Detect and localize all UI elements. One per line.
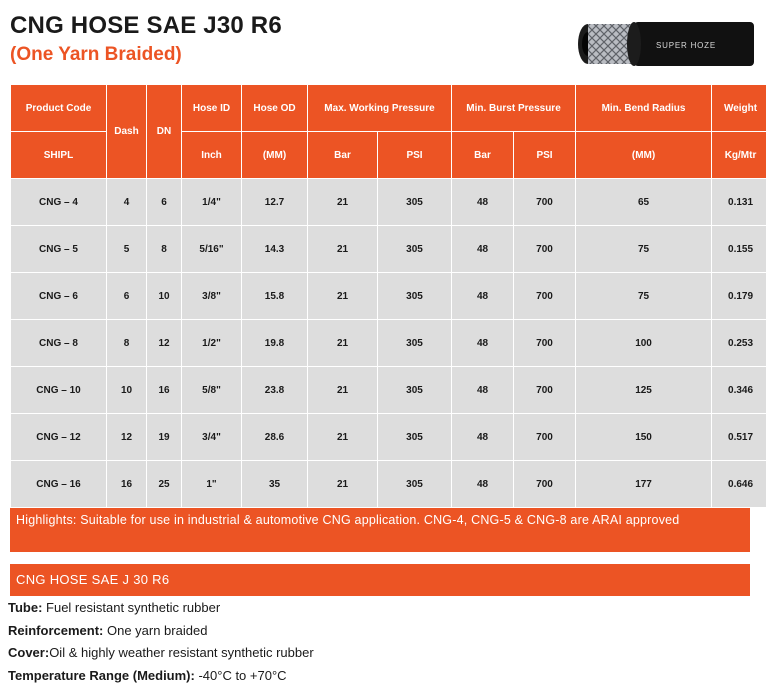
cell-bend-radius: 177	[576, 461, 712, 508]
col-hose-id: Hose ID	[182, 85, 242, 132]
cell-dn: 12	[147, 320, 182, 367]
spec-table	[10, 84, 766, 508]
cell-working-bar: 21	[308, 320, 378, 367]
cell-hose-id: 5/16"	[182, 226, 242, 273]
highlights-banner: Highlights: Suitable for use in industrial & automotive CNG application. CNG-4, CNG-5 & CNG-8 are ARAI approved	[10, 508, 750, 552]
cell-working-bar: 21	[308, 461, 378, 508]
cell-product-code: CNG – 8	[11, 320, 107, 367]
unit-burst-bar: Bar	[452, 132, 514, 179]
cell-working-psi: 305	[378, 179, 452, 226]
cell-hose-od: 12.7	[242, 179, 308, 226]
cell-dash: 10	[107, 367, 147, 414]
cell-dn: 10	[147, 273, 182, 320]
cell-burst-bar: 48	[452, 461, 514, 508]
unit-inch: Inch	[182, 132, 242, 179]
cell-dn: 8	[147, 226, 182, 273]
cell-burst-psi: 700	[514, 179, 576, 226]
cell-dash: 5	[107, 226, 147, 273]
header-row-1	[11, 85, 766, 132]
cell-bend-radius: 75	[576, 273, 712, 320]
cell-hose-od: 35	[242, 461, 308, 508]
cell-working-bar: 21	[308, 273, 378, 320]
table-row	[11, 226, 766, 273]
page-subtitle: (One Yarn Braided)	[10, 44, 182, 65]
cell-product-code: CNG – 12	[11, 414, 107, 461]
cell-hose-id: 1/2"	[182, 320, 242, 367]
cell-burst-psi: 700	[514, 461, 576, 508]
cell-bend-radius: 65	[576, 179, 712, 226]
cell-dash: 4	[107, 179, 147, 226]
spec-value: -40°C to +70°C	[194, 667, 287, 683]
cell-hose-od: 15.8	[242, 273, 308, 320]
cell-dn: 19	[147, 414, 182, 461]
spec-label: Cover:	[8, 645, 50, 660]
table-row	[11, 320, 766, 367]
cell-working-psi: 305	[378, 320, 452, 367]
cell-dash: 12	[107, 414, 147, 461]
table-row	[11, 273, 766, 320]
cell-dash: 6	[107, 273, 147, 320]
cell-burst-psi: 700	[514, 226, 576, 273]
unit-burst-psi: PSI	[514, 132, 576, 179]
table-row	[11, 179, 766, 226]
cell-burst-bar: 48	[452, 226, 514, 273]
cell-hose-id: 1/4"	[182, 179, 242, 226]
col-weight: Weight	[712, 85, 766, 132]
cell-bend-radius: 75	[576, 226, 712, 273]
spec-label: Reinforcement:	[8, 622, 104, 638]
cell-dash: 8	[107, 320, 147, 367]
cell-working-bar: 21	[308, 414, 378, 461]
spec-item-tube	[8, 599, 314, 622]
cell-weight: 0.179	[712, 273, 766, 320]
page-title: CNG HOSE SAE J30 R6	[10, 12, 282, 39]
spec-item-temperature	[8, 667, 314, 690]
table-row	[11, 461, 766, 508]
cell-hose-id: 1"	[182, 461, 242, 508]
spec-value: Fuel resistant synthetic rubber	[42, 600, 221, 615]
cell-burst-bar: 48	[452, 414, 514, 461]
cell-product-code: CNG – 10	[11, 367, 107, 414]
spec-item-cover	[8, 644, 314, 667]
cell-hose-id: 3/4"	[182, 414, 242, 461]
col-min-burst-pressure: Min. Burst Pressure	[452, 85, 576, 132]
hose-brand-text: SUPER HOZE	[656, 41, 717, 50]
cell-hose-id: 5/8"	[182, 367, 242, 414]
cell-bend-radius: 125	[576, 367, 712, 414]
cell-burst-bar: 48	[452, 179, 514, 226]
cell-dn: 6	[147, 179, 182, 226]
cell-working-psi: 305	[378, 367, 452, 414]
unit-working-bar: Bar	[308, 132, 378, 179]
col-dn: DN	[147, 85, 182, 179]
cell-dn: 25	[147, 461, 182, 508]
cell-burst-psi: 700	[514, 273, 576, 320]
cell-weight: 0.155	[712, 226, 766, 273]
cell-working-psi: 305	[378, 226, 452, 273]
unit-working-psi: PSI	[378, 132, 452, 179]
unit-kg-mtr: Kg/Mtr	[712, 132, 766, 179]
cell-hose-od: 14.3	[242, 226, 308, 273]
col-hose-od: Hose OD	[242, 85, 308, 132]
table-row	[11, 414, 766, 461]
cell-burst-psi: 700	[514, 367, 576, 414]
cell-weight: 0.253	[712, 320, 766, 367]
cell-working-bar: 21	[308, 226, 378, 273]
cell-working-psi: 305	[378, 461, 452, 508]
cell-burst-psi: 700	[514, 414, 576, 461]
cell-product-code: CNG – 6	[11, 273, 107, 320]
cell-bend-radius: 100	[576, 320, 712, 367]
spec-label: Temperature Range (Medium):	[8, 667, 195, 683]
cell-product-code: CNG – 4	[11, 179, 107, 226]
col-max-working-pressure: Max. Working Pressure	[308, 85, 452, 132]
section-title-bar: CNG HOSE SAE J 30 R6	[10, 564, 750, 596]
cell-burst-bar: 48	[452, 367, 514, 414]
cell-weight: 0.646	[712, 461, 766, 508]
spec-item-reinforcement	[8, 622, 314, 645]
hose-product-image	[576, 14, 756, 74]
cell-product-code: CNG – 5	[11, 226, 107, 273]
cell-dash: 16	[107, 461, 147, 508]
table-row	[11, 367, 766, 414]
unit-bend-mm: (MM)	[576, 132, 712, 179]
cell-working-bar: 21	[308, 367, 378, 414]
cell-bend-radius: 150	[576, 414, 712, 461]
cell-burst-psi: 700	[514, 320, 576, 367]
cell-weight: 0.131	[712, 179, 766, 226]
spec-label: Tube:	[8, 600, 43, 615]
spec-list	[8, 599, 314, 689]
spec-value: One yarn braided	[103, 622, 208, 638]
col-dash: Dash	[107, 85, 147, 179]
col-min-bend-radius: Min. Bend Radius	[576, 85, 712, 132]
cell-weight: 0.517	[712, 414, 766, 461]
cell-working-bar: 21	[308, 179, 378, 226]
cell-hose-od: 23.8	[242, 367, 308, 414]
spec-value: Oil & highly weather resistant synthetic rubber	[49, 645, 314, 660]
cell-hose-id: 3/8"	[182, 273, 242, 320]
cell-product-code: CNG – 16	[11, 461, 107, 508]
cell-burst-bar: 48	[452, 273, 514, 320]
cell-hose-od: 28.6	[242, 414, 308, 461]
unit-shipl: SHIPL	[11, 132, 107, 179]
cell-weight: 0.346	[712, 367, 766, 414]
unit-mm-od: (MM)	[242, 132, 308, 179]
col-product-code: Product Code	[11, 85, 107, 132]
cell-working-psi: 305	[378, 273, 452, 320]
cell-hose-od: 19.8	[242, 320, 308, 367]
cell-dn: 16	[147, 367, 182, 414]
cell-working-psi: 305	[378, 414, 452, 461]
cell-burst-bar: 48	[452, 320, 514, 367]
